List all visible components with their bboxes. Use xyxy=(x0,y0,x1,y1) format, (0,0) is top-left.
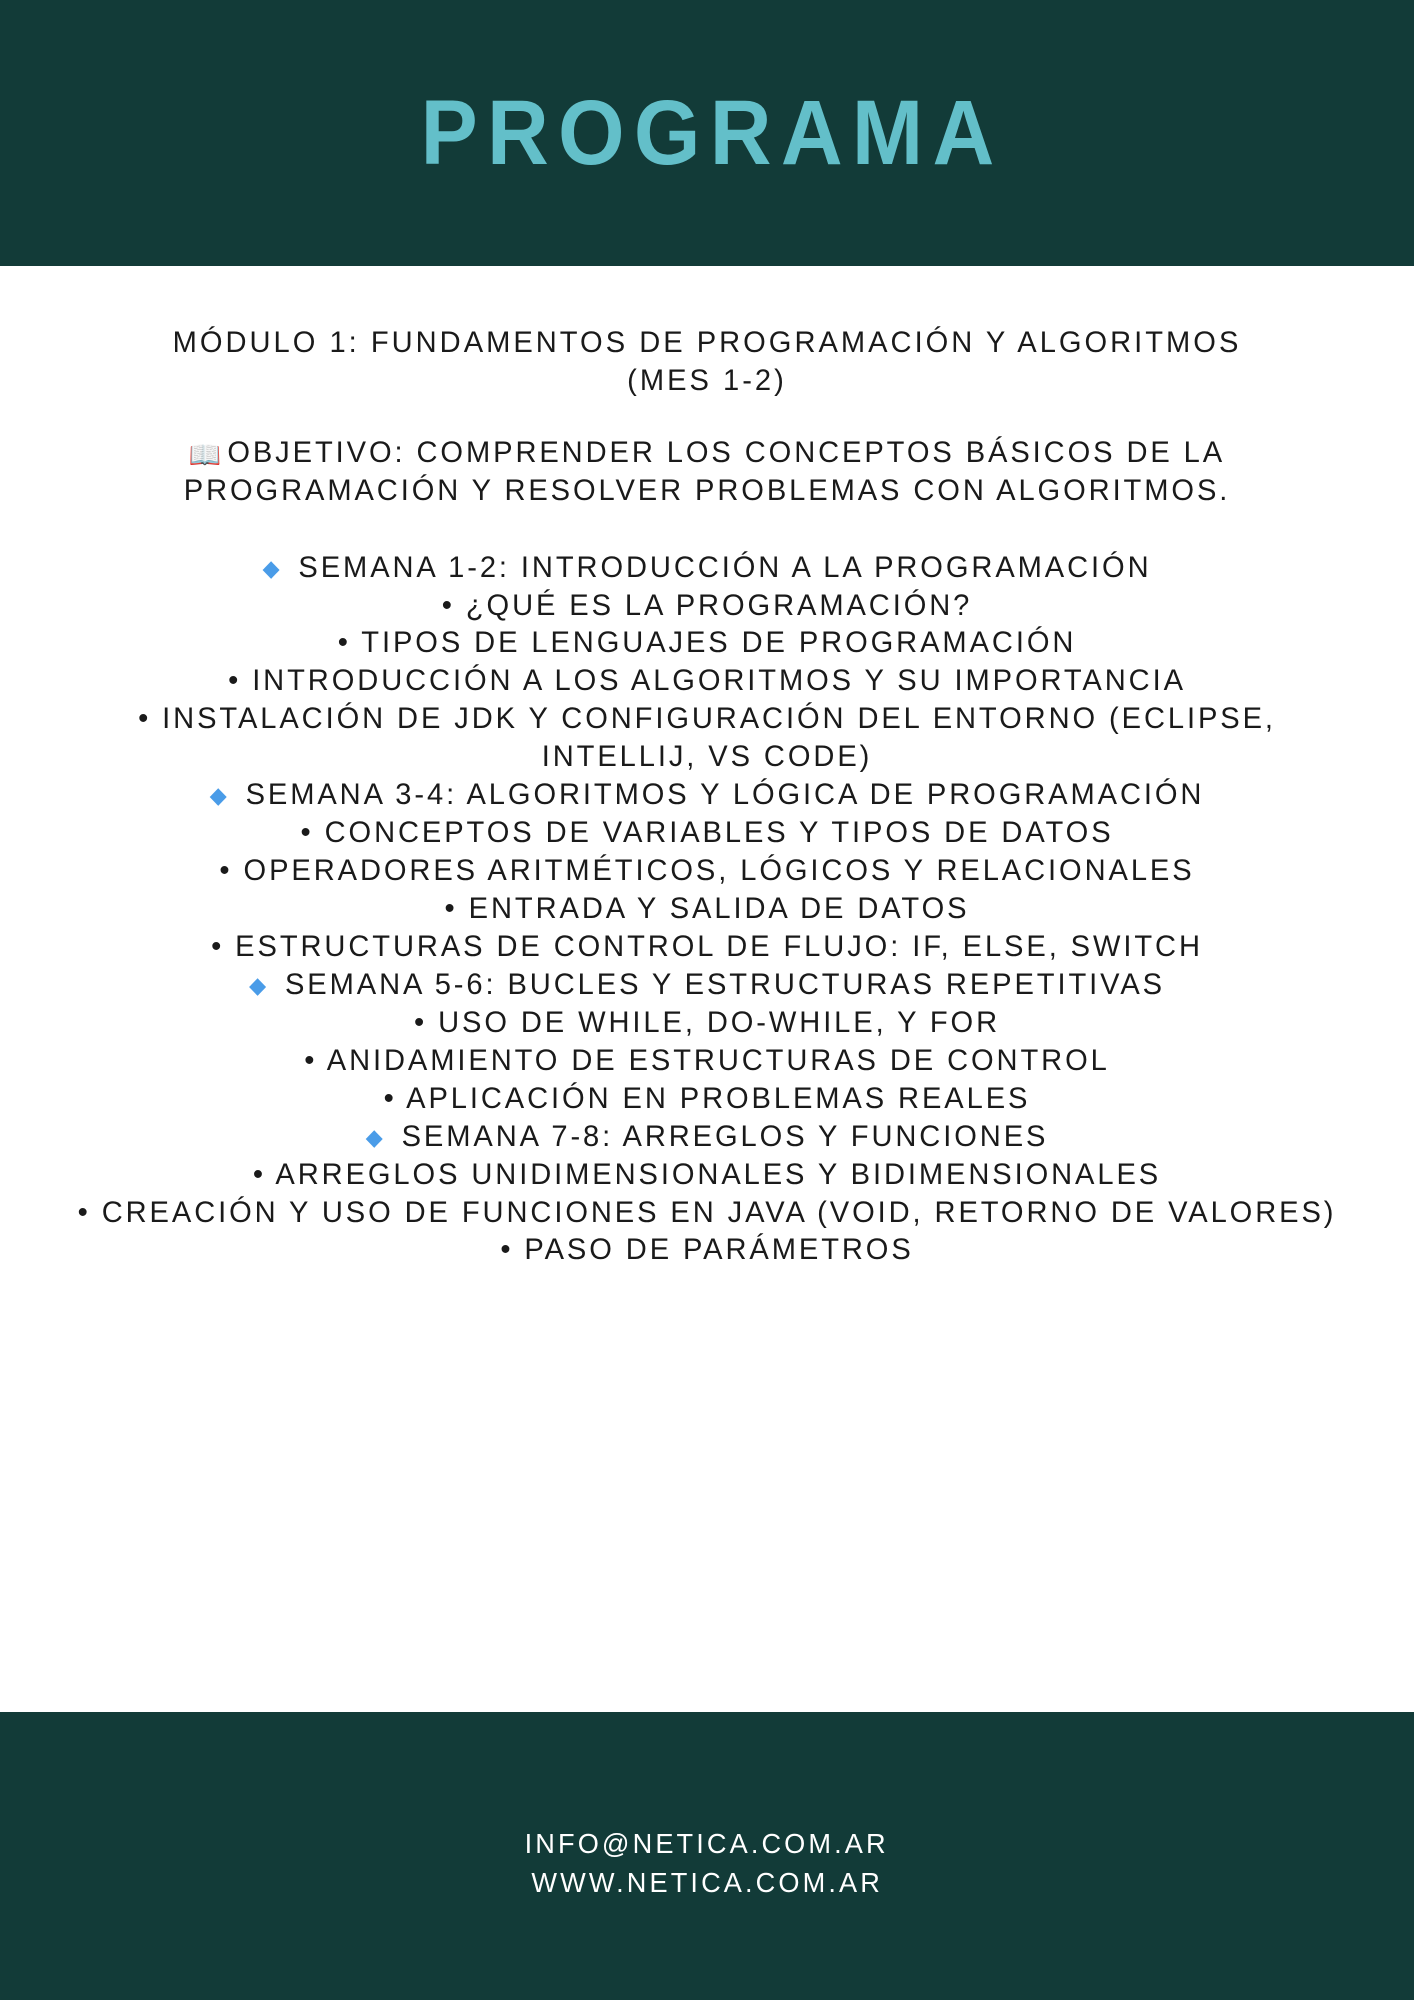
outline-item-label: PASO DE PARÁMETROS xyxy=(524,1233,914,1267)
bullet-dot-icon: • xyxy=(211,929,222,963)
outline-item xyxy=(62,1194,1352,1232)
bullet-dot-icon: • xyxy=(252,1157,264,1191)
outline-item-label: ENTRADA Y SALIDA DE DATOS xyxy=(468,892,970,925)
spacer xyxy=(42,511,1372,549)
outline-item xyxy=(62,1156,1352,1194)
header-band xyxy=(0,0,1414,266)
page-title: PROGRAMA xyxy=(420,82,1004,184)
outline-item-label: INTRODUCCIÓN A LOS ALGORITMOS Y SU IMPORTANCIA xyxy=(252,664,1186,698)
bullet-dot-icon: • xyxy=(228,664,239,698)
outline-item-label: CONCEPTOS DE VARIABLES Y TIPOS DE DATOS xyxy=(324,816,1114,850)
course-outline-list xyxy=(42,549,1372,1270)
bullet-dot-icon: • xyxy=(300,816,311,850)
outline-item xyxy=(62,1004,1352,1042)
objective-text: OBJETIVO: COMPRENDER LOS CONCEPTOS BÁSICOS DE LA PROGRAMACIÓN Y RESOLVER PROBLEMAS CON ALGORITMOS. xyxy=(183,436,1231,508)
blue-diamond-icon: ◆ xyxy=(209,782,227,809)
outline-item-label: ARREGLOS UNIDIMENSIONALES Y BIDIMENSIONALES xyxy=(275,1157,1162,1191)
blue-diamond-icon: ◆ xyxy=(249,971,267,998)
module-heading-line-1: MÓDULO 1: FUNDAMENTOS DE PROGRAMACIÓN Y ALGORITMOS xyxy=(172,326,1242,359)
outline-item-label: ESTRUCTURAS DE CONTROL DE FLUJO: IF, ELSE, SWITCH xyxy=(235,929,1203,963)
bullet-dot-icon: • xyxy=(413,1005,425,1039)
outline-item xyxy=(62,624,1352,662)
open-book-icon: 📖 xyxy=(188,440,222,471)
outline-week-heading xyxy=(62,549,1352,587)
blue-diamond-icon: ◆ xyxy=(262,554,280,581)
outline-item xyxy=(62,852,1352,890)
outline-item-label: TIPOS DE LENGUAJES DE PROGRAMACIÓN xyxy=(361,626,1077,660)
module-heading-line-2: (MES 1-2) xyxy=(627,364,787,398)
outline-item xyxy=(62,662,1352,700)
outline-item-label: OPERADORES ARITMÉTICOS, LÓGICOS Y RELACIONALES xyxy=(243,854,1195,888)
blue-diamond-icon: ◆ xyxy=(365,1123,383,1150)
outline-item xyxy=(62,814,1352,852)
bullet-dot-icon: • xyxy=(337,626,348,660)
bullet-dot-icon: • xyxy=(383,1081,394,1115)
module-heading xyxy=(62,324,1352,400)
contact-website[interactable]: WWW.NETICA.COM.AR xyxy=(531,1867,883,1898)
outline-item-label: CREACIÓN Y USO DE FUNCIONES EN JAVA (VOID, RETORNO DE VALORES) xyxy=(101,1195,1337,1229)
outline-item-label: APLICACIÓN EN PROBLEMAS REALES xyxy=(406,1081,1031,1115)
outline-item-label: SEMANA 1-2: INTRODUCCIÓN A LA PROGRAMACIÓN xyxy=(298,550,1152,584)
outline-item xyxy=(62,890,1352,928)
spacer xyxy=(42,400,1372,434)
bullet-dot-icon: • xyxy=(444,892,455,925)
bullet-dot-icon: • xyxy=(304,1043,315,1077)
outline-item-label: SEMANA 5-6: BUCLES Y ESTRUCTURAS REPETITIVAS xyxy=(284,967,1165,1001)
bullet-dot-icon: • xyxy=(219,854,230,888)
objective-paragraph xyxy=(62,434,1352,510)
outline-item xyxy=(62,700,1352,776)
contact-email[interactable]: INFO@NETICA.COM.AR xyxy=(524,1828,890,1860)
bullet-dot-icon: • xyxy=(500,1233,511,1267)
outline-item-label: SEMANA 3-4: ALGORITMOS Y LÓGICA DE PROGRAMACIÓN xyxy=(245,778,1205,812)
bullet-dot-icon: • xyxy=(77,1195,88,1229)
outline-week-heading xyxy=(62,1118,1352,1156)
outline-item-label: USO DE WHILE, DO-WHILE, Y FOR xyxy=(438,1005,1001,1039)
outline-item xyxy=(62,587,1352,625)
outline-item-label: INSTALACIÓN DE JDK Y CONFIGURACIÓN DEL ENTORNO (ECLIPSE, INTELLIJ, VS CODE) xyxy=(162,702,1276,774)
outline-item xyxy=(62,928,1352,966)
outline-item xyxy=(62,1042,1352,1080)
outline-item-label: ANIDAMIENTO DE ESTRUCTURAS DE CONTROL xyxy=(326,1043,1110,1077)
outline-item-label: ¿QUÉ ES LA PROGRAMACIÓN? xyxy=(465,588,973,622)
outline-item xyxy=(62,1231,1352,1269)
outline-week-heading xyxy=(62,966,1352,1004)
outline-item xyxy=(62,1080,1352,1118)
outline-item-label: SEMANA 7-8: ARREGLOS Y FUNCIONES xyxy=(401,1119,1049,1153)
outline-week-heading xyxy=(62,776,1352,814)
bullet-dot-icon: • xyxy=(441,588,452,622)
main-content xyxy=(0,266,1414,1269)
footer-band xyxy=(0,1712,1414,2000)
bullet-dot-icon: • xyxy=(138,702,149,736)
